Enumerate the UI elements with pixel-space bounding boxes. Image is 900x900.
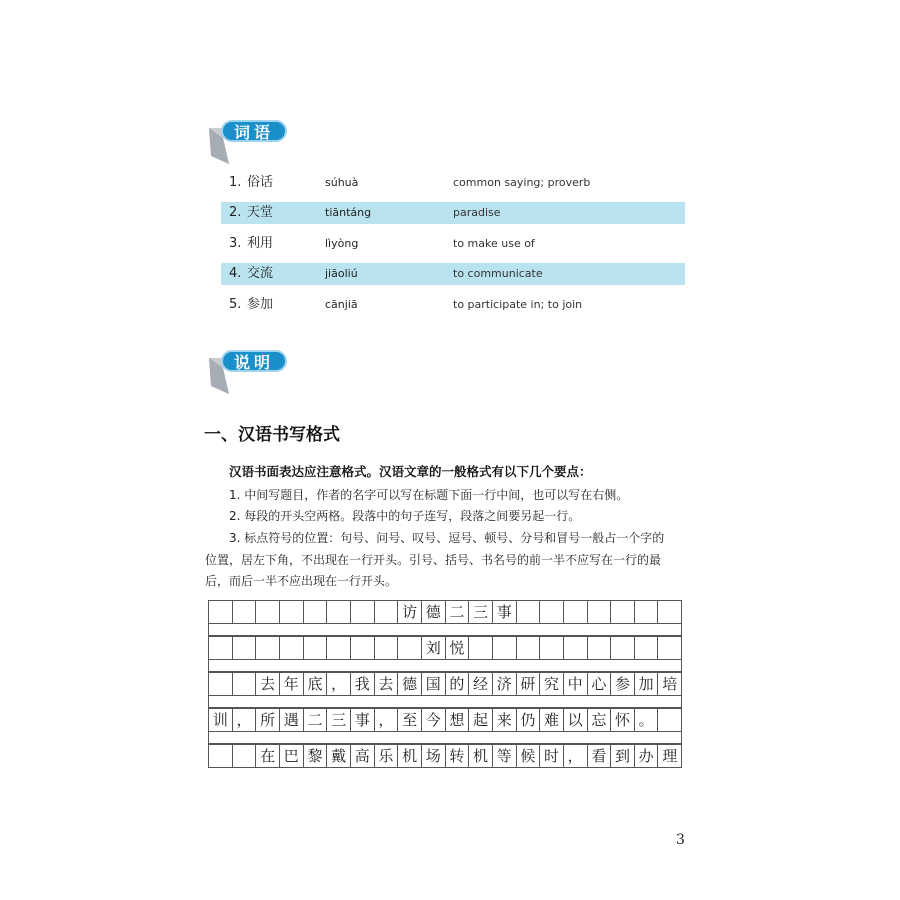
grid-cell: 究 <box>540 673 564 695</box>
grid-cell: 时 <box>540 745 564 767</box>
grid-cell: 德 <box>398 673 422 695</box>
point-3-line-2: 位置，居左下角，不出现在一行开头。引号、括号、书名号的前一半不应写在一行的最 <box>205 553 662 567</box>
vocab-row <box>221 294 685 316</box>
vocab-badge <box>205 120 295 180</box>
grid-cell <box>658 601 681 623</box>
grid-cell <box>304 601 328 623</box>
vocab-pinyin: lìyòng <box>325 236 359 250</box>
grid-cell <box>611 601 635 623</box>
point-3-line-3: 后，而后一半不应出现在一行开头。 <box>205 574 398 588</box>
grid-cell: 去 <box>256 673 280 695</box>
grid-cell: 巴 <box>280 745 304 767</box>
grid-cell: 的 <box>446 673 470 695</box>
grid-cell: 训 <box>209 709 233 731</box>
grid-cell: 候 <box>517 745 541 767</box>
grid-cell <box>256 637 280 659</box>
grid-cell: 事 <box>493 601 517 623</box>
grid-cell: 来 <box>493 709 517 731</box>
grid-cell: 黎 <box>304 745 328 767</box>
grid-cell <box>517 601 541 623</box>
grid-row <box>208 708 682 732</box>
grid-cell: 办 <box>635 745 659 767</box>
grid-cell <box>658 709 681 731</box>
grid-cell <box>233 673 257 695</box>
vocab-word: 俗话 <box>247 175 274 190</box>
grid-cell: 以 <box>564 709 588 731</box>
grid-cell: 到 <box>611 745 635 767</box>
vocab-number: 5. <box>229 296 242 312</box>
vocab-word: 交流 <box>247 266 274 282</box>
vocab-number: 3. <box>229 235 242 251</box>
grid-cell: 参 <box>611 673 635 695</box>
vocab-word: 利用 <box>247 235 274 251</box>
grid-cell: ， <box>564 745 588 767</box>
grid-cell: 研 <box>517 673 541 695</box>
grid-cell: 三 <box>327 709 351 731</box>
grid-cell: 今 <box>422 709 446 731</box>
grid-cell <box>209 673 233 695</box>
vocab-number: 4. <box>229 266 242 282</box>
notes-badge <box>205 350 295 410</box>
grid-cell: 访 <box>398 601 422 623</box>
grid-cell: 场 <box>422 745 446 767</box>
vocab-list <box>221 172 685 324</box>
grid-cell <box>564 601 588 623</box>
grid-cell: 理 <box>662 747 678 765</box>
grid-cell: 事 <box>351 709 375 731</box>
vocab-pinyin: cānjiā <box>325 297 358 311</box>
grid-cell <box>233 601 257 623</box>
grid-row <box>208 744 682 768</box>
vocab-badge-label: 词语 <box>221 120 287 142</box>
grid-cell: 底 <box>304 673 328 695</box>
grid-cell: 至 <box>398 709 422 731</box>
grid-cell: 悦 <box>446 637 470 659</box>
vocab-english: paradise <box>453 206 501 220</box>
vocab-row <box>221 263 685 285</box>
grid-cell <box>233 637 257 659</box>
grid-cell: 培 <box>662 675 678 693</box>
writing-grid <box>208 600 682 768</box>
notes-badge-label: 说明 <box>221 350 287 372</box>
vocab-english: common saying; proverb <box>453 176 591 189</box>
grid-cell <box>256 601 280 623</box>
grid-cell <box>233 745 257 767</box>
vocab-english: to communicate <box>453 267 543 281</box>
grid-row <box>208 672 682 696</box>
grid-cell <box>398 637 422 659</box>
grid-cell: 遇 <box>280 709 304 731</box>
grid-cell: 等 <box>493 745 517 767</box>
vocab-word: 天堂 <box>247 205 274 221</box>
grid-cell: 乐 <box>375 745 399 767</box>
grid-row-gap <box>208 624 682 636</box>
grid-cell: 机 <box>398 745 422 767</box>
vocab-row <box>221 172 685 194</box>
grid-cell: 高 <box>351 745 375 767</box>
grid-cell: 德 <box>422 601 446 623</box>
vocab-word: 参加 <box>247 296 274 312</box>
grid-cell: 经 <box>469 673 493 695</box>
grid-cell <box>517 637 541 659</box>
grid-cell: 中 <box>564 673 588 695</box>
grid-cell: 国 <box>422 673 446 695</box>
grid-cell: 起 <box>469 709 493 731</box>
section-heading: 一、汉语书写格式 <box>204 425 340 445</box>
grid-cell <box>280 601 304 623</box>
grid-row <box>208 636 682 660</box>
grid-cell: 忘 <box>588 709 612 731</box>
grid-cell: 二 <box>304 709 328 731</box>
grid-cell <box>351 637 375 659</box>
grid-cell: 想 <box>446 709 470 731</box>
grid-cell: 仍 <box>517 709 541 731</box>
grid-cell <box>540 601 564 623</box>
grid-cell: ， <box>233 709 257 731</box>
grid-cell: ， <box>327 673 351 695</box>
grid-cell <box>564 637 588 659</box>
grid-cell <box>540 637 564 659</box>
grid-cell <box>280 637 304 659</box>
intro-text: 汉语书面表达应注意格式。汉语文章的一般格式有以下几个要点： <box>229 464 592 479</box>
grid-cell <box>588 637 612 659</box>
grid-row-gap <box>208 660 682 672</box>
grid-cell <box>588 601 612 623</box>
grid-cell: 二 <box>446 601 470 623</box>
grid-row <box>208 600 682 624</box>
grid-cell: 在 <box>256 745 280 767</box>
grid-cell <box>375 637 399 659</box>
grid-cell <box>327 601 351 623</box>
vocab-english: to participate in; to join <box>453 297 583 311</box>
grid-row-gap <box>208 696 682 708</box>
grid-cell <box>611 637 635 659</box>
grid-row-gap <box>208 732 682 744</box>
grid-cell <box>493 637 517 659</box>
grid-cell <box>209 601 233 623</box>
vocab-pinyin: tiāntáng <box>325 206 372 220</box>
grid-cell <box>327 637 351 659</box>
grid-cell: 难 <box>540 709 564 731</box>
grid-cell: 我 <box>351 673 375 695</box>
vocab-pinyin: jiāoliú <box>325 267 358 281</box>
grid-cell: 。 <box>635 709 659 731</box>
grid-cell: 心 <box>588 673 612 695</box>
grid-cell: 去 <box>375 673 399 695</box>
vocab-number: 1. <box>229 175 242 190</box>
grid-cell: 转 <box>446 745 470 767</box>
page-number: 3 <box>676 832 685 848</box>
grid-cell <box>209 745 233 767</box>
grid-cell <box>351 601 375 623</box>
grid-cell <box>658 637 681 659</box>
grid-cell: 看 <box>588 745 612 767</box>
vocab-row <box>221 233 685 255</box>
grid-cell: 加 <box>635 673 659 695</box>
vocab-number: 2. <box>229 205 242 221</box>
grid-cell <box>635 601 659 623</box>
grid-cell: 机 <box>469 745 493 767</box>
point-3-line-1: 3. 标点符号的位置：句号、问号、叹号、逗号、顿号、分号和冒号一般占一个字的 <box>229 531 665 545</box>
grid-cell: ， <box>375 709 399 731</box>
grid-cell: 三 <box>469 601 493 623</box>
grid-cell <box>635 637 659 659</box>
grid-cell: 济 <box>493 673 517 695</box>
grid-cell: 年 <box>280 673 304 695</box>
grid-cell: 所 <box>256 709 280 731</box>
grid-cell: 戴 <box>327 745 351 767</box>
point-2: 2. 每段的开头空两格。段落中的句子连写，段落之间要另起一行。 <box>229 509 581 523</box>
grid-cell <box>375 601 399 623</box>
point-1: 1. 中间写题目，作者的名字可以写在标题下面一行中间，也可以写在右侧。 <box>229 488 629 502</box>
vocab-row <box>221 202 685 224</box>
grid-cell: 怀 <box>611 709 635 731</box>
grid-cell <box>469 637 493 659</box>
grid-cell <box>209 637 233 659</box>
vocab-english: to make use of <box>453 236 535 250</box>
vocab-pinyin: súhuà <box>325 176 359 189</box>
grid-cell: 刘 <box>422 637 446 659</box>
grid-cell <box>304 637 328 659</box>
